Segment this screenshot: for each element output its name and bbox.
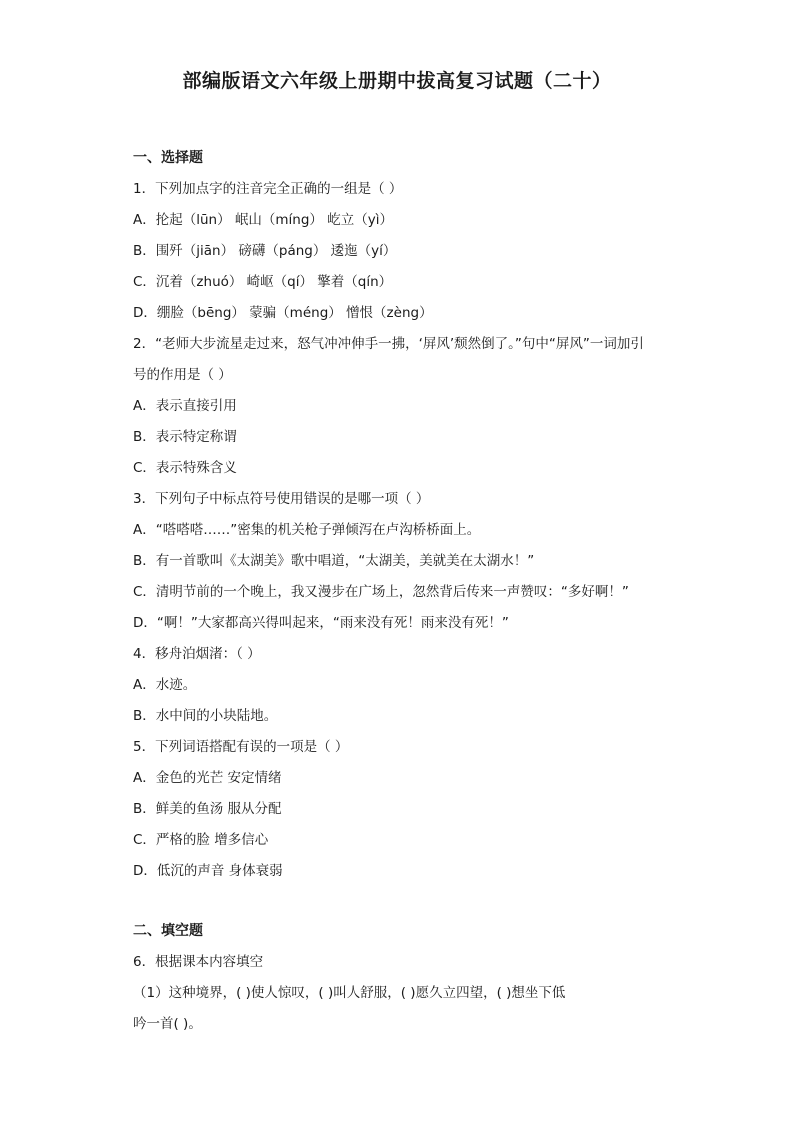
question-6-part-1: （1）这种境界，( )使人惊叹，( )叫人舒服，( )愿久立四望，( )想坐下低 bbox=[133, 985, 566, 1001]
question-1-option-d: D．绷脸（bēng） 蒙骗（méng） 憎恨（zèng） bbox=[133, 305, 433, 321]
question-4-option-b: B．水中间的小块陆地。 bbox=[133, 708, 278, 724]
section-heading-choice: 一、选择题 bbox=[133, 150, 203, 166]
question-6-part-1-cont: 吟一首( )。 bbox=[133, 1016, 202, 1032]
question-2-option-b: B．表示特定称谓 bbox=[133, 429, 237, 445]
question-2-stem-cont: 号的作用是（ ） bbox=[133, 367, 232, 383]
question-5-stem: 5．下列词语搭配有误的一项是（ ） bbox=[133, 739, 349, 755]
question-3-option-a: A．“嗒嗒嗒……”密集的机关枪子弹倾泻在卢沟桥桥面上。 bbox=[133, 522, 481, 538]
content-body bbox=[133, 143, 673, 1040]
question-5-option-b: B．鲜美的鱼汤 服从分配 bbox=[133, 801, 282, 817]
question-2-stem: 2．“老师大步流星走过来，怒气冲冲伸手一拂，‘屏风’颓然倒了。”句中“屏风”一词加引 bbox=[133, 336, 644, 352]
question-1-option-b: B．围歼（jiān） 磅礴（páng） 逶迤（yí） bbox=[133, 243, 397, 259]
question-3-stem: 3．下列句子中标点符号使用错误的是哪一项（ ） bbox=[133, 491, 430, 507]
question-6-stem: 6．根据课本内容填空 bbox=[133, 954, 264, 970]
question-5-option-a: A．金色的光芒 安定情绪 bbox=[133, 770, 282, 786]
question-5-option-c: C．严格的脸 增多信心 bbox=[133, 832, 269, 848]
question-4-stem: 4．移舟泊烟渚：（ ） bbox=[133, 646, 261, 662]
question-5-option-d: D．低沉的声音 身体衰弱 bbox=[133, 863, 283, 879]
question-3-option-d: D．“啊！”大家都高兴得叫起来，“雨来没有死！雨来没有死！” bbox=[133, 615, 509, 631]
question-1-option-a: A．抡起（lūn） 岷山（míng） 屹立（yì） bbox=[133, 212, 393, 228]
question-3-option-c: C．清明节前的一个晚上，我又漫步在广场上，忽然背后传来一声赞叹：“多好啊！” bbox=[133, 584, 629, 600]
question-3-option-b: B．有一首歌叫《太湖美》歌中唱道，“太湖美，美就美在太湖水！” bbox=[133, 553, 535, 569]
question-4-option-a: A．水迹。 bbox=[133, 677, 197, 693]
section-heading-fill: 二、填空题 bbox=[133, 923, 203, 939]
section-spacer bbox=[133, 887, 673, 916]
question-2-option-a: A．表示直接引用 bbox=[133, 398, 237, 414]
page-title: 部编版语文六年级上册期中拔高复习试题（二十） bbox=[182, 70, 612, 92]
question-2-option-c: C．表示特殊含义 bbox=[133, 460, 237, 476]
question-1-stem: 1．下列加点字的注音完全正确的一组是（ ） bbox=[133, 181, 403, 197]
question-1-option-c: C．沉着（zhuó） 崎岖（qí） 擎着（qín） bbox=[133, 274, 393, 290]
